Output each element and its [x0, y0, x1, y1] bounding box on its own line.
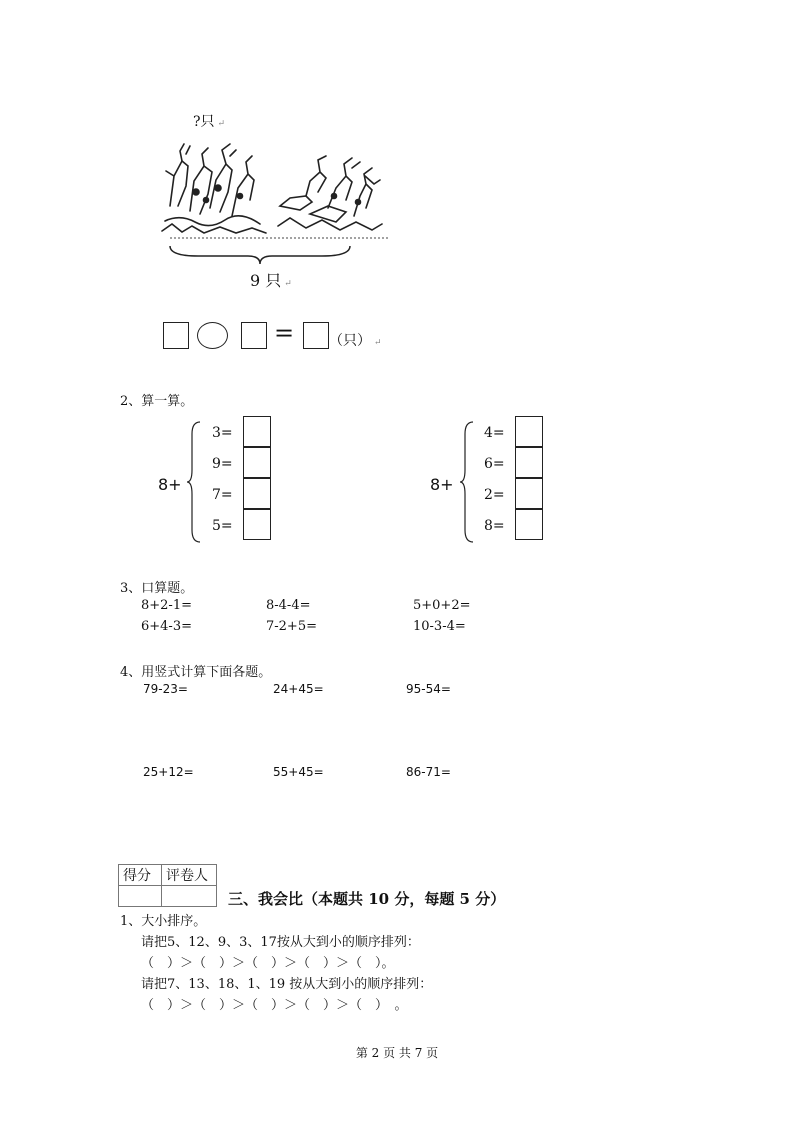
section3-blanks2: （ ）＞（ ）＞（ ）＞（ ）＞（ ） 。 [141, 998, 408, 1013]
left-brace [459, 420, 475, 544]
q4-expr: 55+45= [273, 765, 324, 779]
answer-box[interactable] [515, 509, 543, 540]
answer-box[interactable] [241, 322, 267, 349]
section3-q1-title: 1、大小排序。 [120, 914, 207, 929]
answer-box[interactable] [243, 447, 271, 478]
q4-expr: 24+45= [273, 682, 324, 696]
answer-box[interactable] [243, 478, 271, 509]
q4-expr: 79-23= [143, 682, 188, 696]
q2-g2-item: 2= [484, 487, 505, 503]
score-header: 得分 [119, 865, 162, 886]
q3-expr: 6+4-3= [141, 619, 192, 634]
q4-expr: 86-71= [406, 765, 451, 779]
q3-title: 3、口算题。 [120, 581, 194, 596]
q2-group1-prefix: 8+ [158, 475, 182, 494]
answer-box[interactable] [243, 509, 271, 540]
q3-expr: 10-3-4= [413, 619, 466, 634]
q4-title: 4、用竖式计算下面各题。 [120, 665, 272, 680]
answer-box[interactable] [515, 416, 543, 447]
figure-total-label: 9 只 ↵ [250, 271, 292, 290]
q4-expr: 95-54= [406, 682, 451, 696]
section3-line2: 请把7、13、18、1、19 按从大到小的顺序排列： [141, 977, 433, 992]
deer-illustration [160, 136, 400, 244]
q2-g1-item: 7= [212, 487, 233, 503]
equals-sign: = [274, 319, 295, 347]
total-brace [168, 244, 352, 266]
q2-group2-prefix: 8+ [430, 475, 454, 494]
section3-line1: 请把5、12、9、3、17按从大到小的顺序排列： [141, 935, 420, 950]
section3-blanks1: （ ）＞（ ）＞（ ）＞（ ）＞（ ）。 [141, 956, 395, 971]
q2-g2-item: 6= [484, 456, 505, 472]
grader-header: 评卷人 [162, 865, 217, 886]
q2-g2-item: 4= [484, 425, 505, 441]
q2-g1-item: 3= [212, 425, 233, 441]
figure-question-label: ?只 ↵ [193, 114, 226, 130]
score-table [118, 864, 217, 907]
q3-expr: 5+0+2= [413, 598, 471, 613]
operator-circle[interactable] [197, 322, 228, 349]
answer-box[interactable] [163, 322, 189, 349]
q3-expr: 7-2+5= [266, 619, 317, 634]
equation-unit: （只） ↵ [329, 333, 382, 349]
answer-box[interactable] [303, 322, 329, 349]
q2-g1-item: 5= [212, 518, 233, 534]
q2-g1-item: 9= [212, 456, 233, 472]
grader-cell[interactable] [162, 886, 217, 907]
answer-box[interactable] [515, 447, 543, 478]
score-cell[interactable] [119, 886, 162, 907]
page-footer: 第 2 页 共 7 页 [355, 1046, 439, 1060]
q3-expr: 8+2-1= [141, 598, 192, 613]
answer-box[interactable] [243, 416, 271, 447]
q2-g2-item: 8= [484, 518, 505, 534]
answer-box[interactable] [515, 478, 543, 509]
q4-expr: 25+12= [143, 765, 194, 779]
section3-heading: 三、我会比（本题共 10 分，每题 5 分） [228, 890, 506, 908]
q2-title: 2、算一算。 [120, 394, 194, 409]
q3-expr: 8-4-4= [266, 598, 311, 613]
left-brace [186, 420, 202, 544]
